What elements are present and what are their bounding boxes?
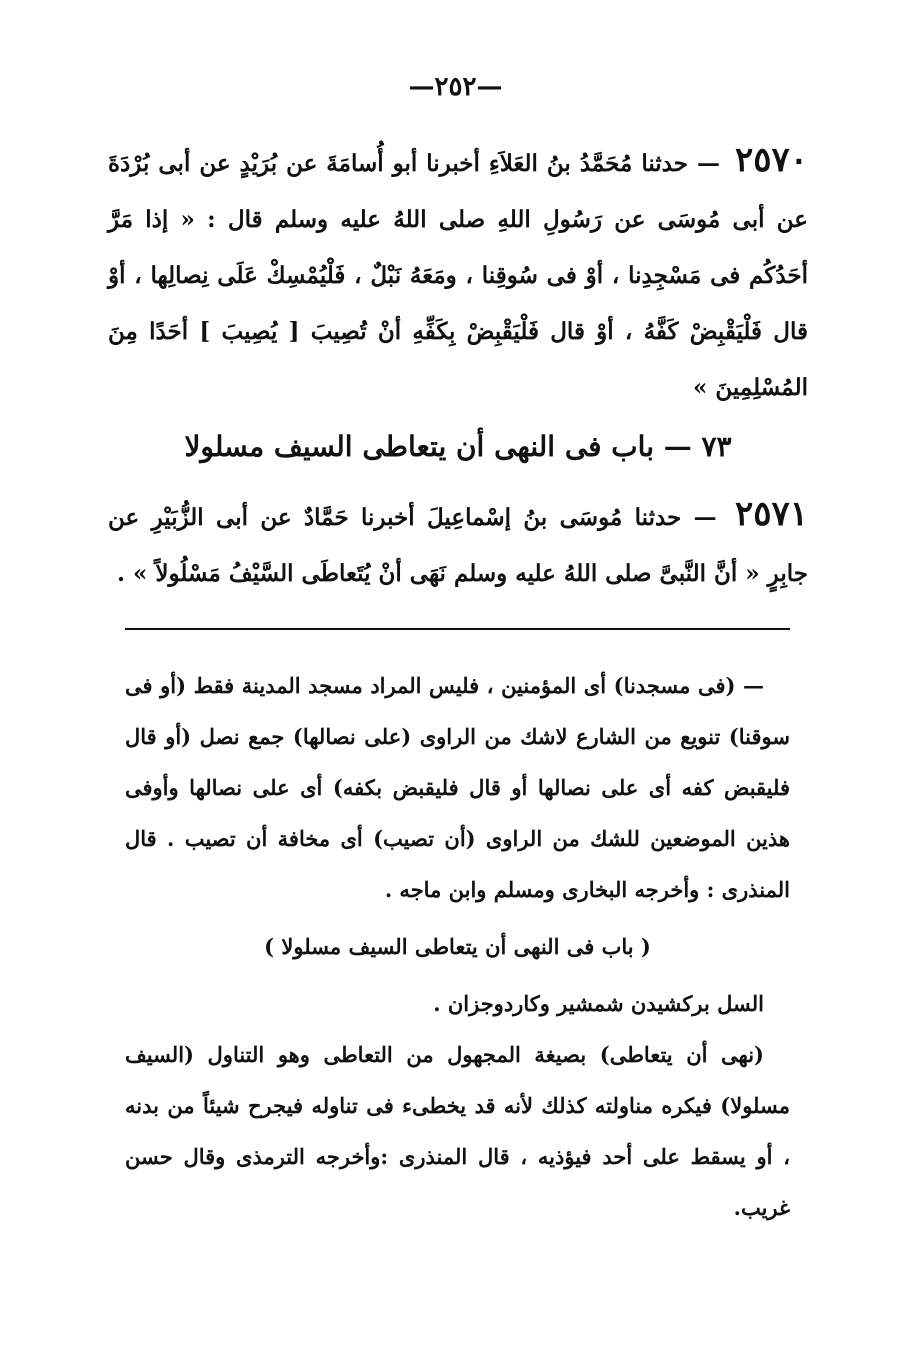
- hadith-text: — حدثنا مُحَمَّدُ بنُ العَلاَءِ أخبرنا أبو أُسامَةَ عن بُرَيْدٍ عن أبى بُرْدَةَ عن أبى مُوسَى عن رَسُولِ اللهِ صلى اللهُ عليه وسلم قال : « إذا مَرَّ أحَدُكُم فى مَسْجِدِنا ، أوْ فى سُوقِنا ، ومَعَهُ نَبْلٌ ، فَلْيُمْسِكْ عَلَى نِصالِها ، أوْ قال فَلْيَقْبِضْ كَفَّهُ ، أوْ قال فَلْيَقْبِضْ بِكَفِّهِ أنْ تُصِيبَ [ يُصِيبَ ] أحَدًا مِنَ المُسْلِمِينَ »: [108, 150, 808, 401]
- commentary-paragraph: — (فى مسجدنا) أى المؤمنين ، فليس المراد مسجد المدينة فقط (أو فى سوقنا) تنويع من الشارع لاشك من الراوى (على نصالها) جمع نصل (أو قال فليقبض كفه أى على نصالها أو قال فليقبض بكفه) أى على نصالها وأوفى هذين الموضعين للشك من الراوى (أن تصيب) أى مخافة أن تصيب . قال المنذرى : وأخرجه البخارى ومسلم وابن ماجه .: [125, 673, 790, 902]
- commentary-paragraph: السل بركشيدن شمشير وكاردوجزان .: [433, 991, 764, 1016]
- commentary-paragraph: (نهى أن يتعاطى) بصيغة المجهول من التعاطى وهو التناول (السيف مسلولا) فيكره مناولته كذلك لأنه قد يخطىء فى تناوله فيجرح شيئاً من بدنه ، أو يسقط على أحد فيؤذيه ، قال المنذرى :وأخرجه الترمذى وقال حسن غريب.: [125, 1042, 790, 1220]
- hadith-2571: [108, 486, 808, 602]
- hadith-text: — حدثنا مُوسَى بنُ إسْماعِيلَ أخبرنا حَمَّادٌ عن أبى الزُّبَيْرِ عن جابِرٍ « أنَّ النَّبىَّ صلى اللهُ عليه وسلم نَهَى أنْ يُتَعاطَى السَّيْفُ مَسْلُولاً » .: [108, 504, 808, 587]
- chapter-heading: ٧٣ — باب فى النهى أن يتعاطى السيف مسلولا: [184, 430, 732, 463]
- commentary-chapter-title: ( باب فى النهى أن يتعاطى السيف مسلولا ): [264, 934, 651, 959]
- hadith-number: ٢٥٧٠: [734, 140, 808, 180]
- page-number: —٢٥٢—: [408, 72, 503, 102]
- hadith-2570: [108, 132, 808, 416]
- commentary-section: [125, 660, 790, 1233]
- footnote-divider: [125, 628, 790, 630]
- hadith-number: ٢٥٧١: [734, 494, 808, 534]
